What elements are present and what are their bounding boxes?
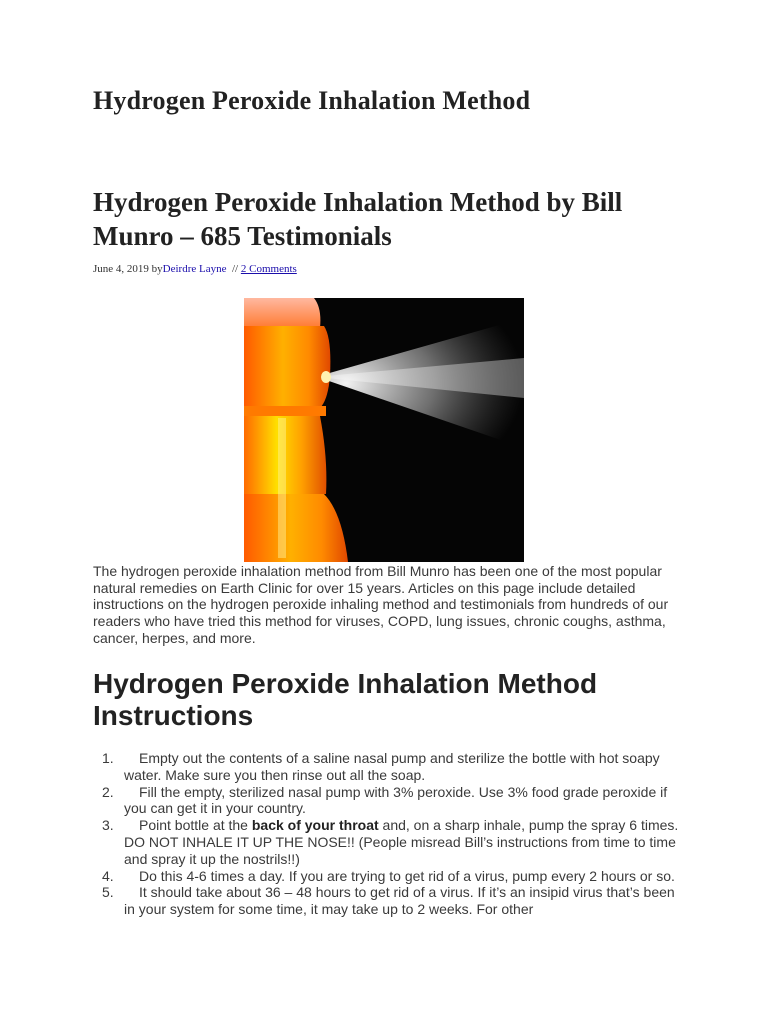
intro-paragraph: The hydrogen peroxide inhalation method from Bill Munro has been one of the most popular natural remedies on Earth Clinic for over 15 years. Articles on this page include detailed instructions on the hydrogen peroxide inhaling method and testimonials from hundreds of our readers who have tried this method for viruses, COPD, lung issues, chronic coughs, asthma, cancer, herpes, and more. [93,563,669,646]
list-item [93,784,683,818]
instructions-heading: Hydrogen Peroxide Inhalation Method Instructions [93,668,598,731]
list-item [93,750,683,784]
article-meta [93,263,297,275]
step-number: 3. [102,817,114,834]
spray-bottle-image [244,298,524,562]
step-emphasis: back of your throat [251,817,379,834]
list-item [93,817,683,867]
step-text: Do this 4-6 times a day. If you are trying to get rid of a virus, pump every 2 hours or so. [139,867,675,884]
step-text: Point bottle at the [139,817,252,834]
post-date: June 4, 2019 [93,263,149,275]
step-text: It should take about 36 – 48 hours to get rid of a virus. If it’s an insipid virus that’s been in your system for some time, it may take up to 2 weeks. For other [124,884,675,918]
list-item [93,868,683,885]
author-link[interactable]: Deirdre Layne [162,263,227,275]
comments-link[interactable]: 2 Comments [240,263,297,275]
step-number: 4. [102,867,114,884]
by-label: by [151,263,163,275]
list-item [93,884,683,918]
step-number: 5. [102,884,114,901]
step-number: 1. [102,750,114,766]
article-title: Hydrogen Peroxide Inhalation Method by Bill Munro – 685 Testimonials [93,187,623,251]
page-title: Hydrogen Peroxide Inhalation Method [93,86,531,115]
step-text: Empty out the contents of a saline nasal pump and sterilize the bottle with hot soapy water. Make sure you then rinse out all the soap. [124,750,660,783]
step-text: Fill the empty, sterilized nasal pump with 3% peroxide. Use 3% food grade peroxide if you can get it in your country. [124,783,668,817]
step-number: 2. [102,783,114,800]
meta-separator: // [232,263,239,275]
step-text-cont: and, on a sharp inhale, pump the spray 6 times. DO NOT INHALE IT UP THE NOSE!! (People misread Bill’s instructions from time to time and spray it up the nostrils!!) [124,817,679,867]
instructions-list [93,750,683,918]
